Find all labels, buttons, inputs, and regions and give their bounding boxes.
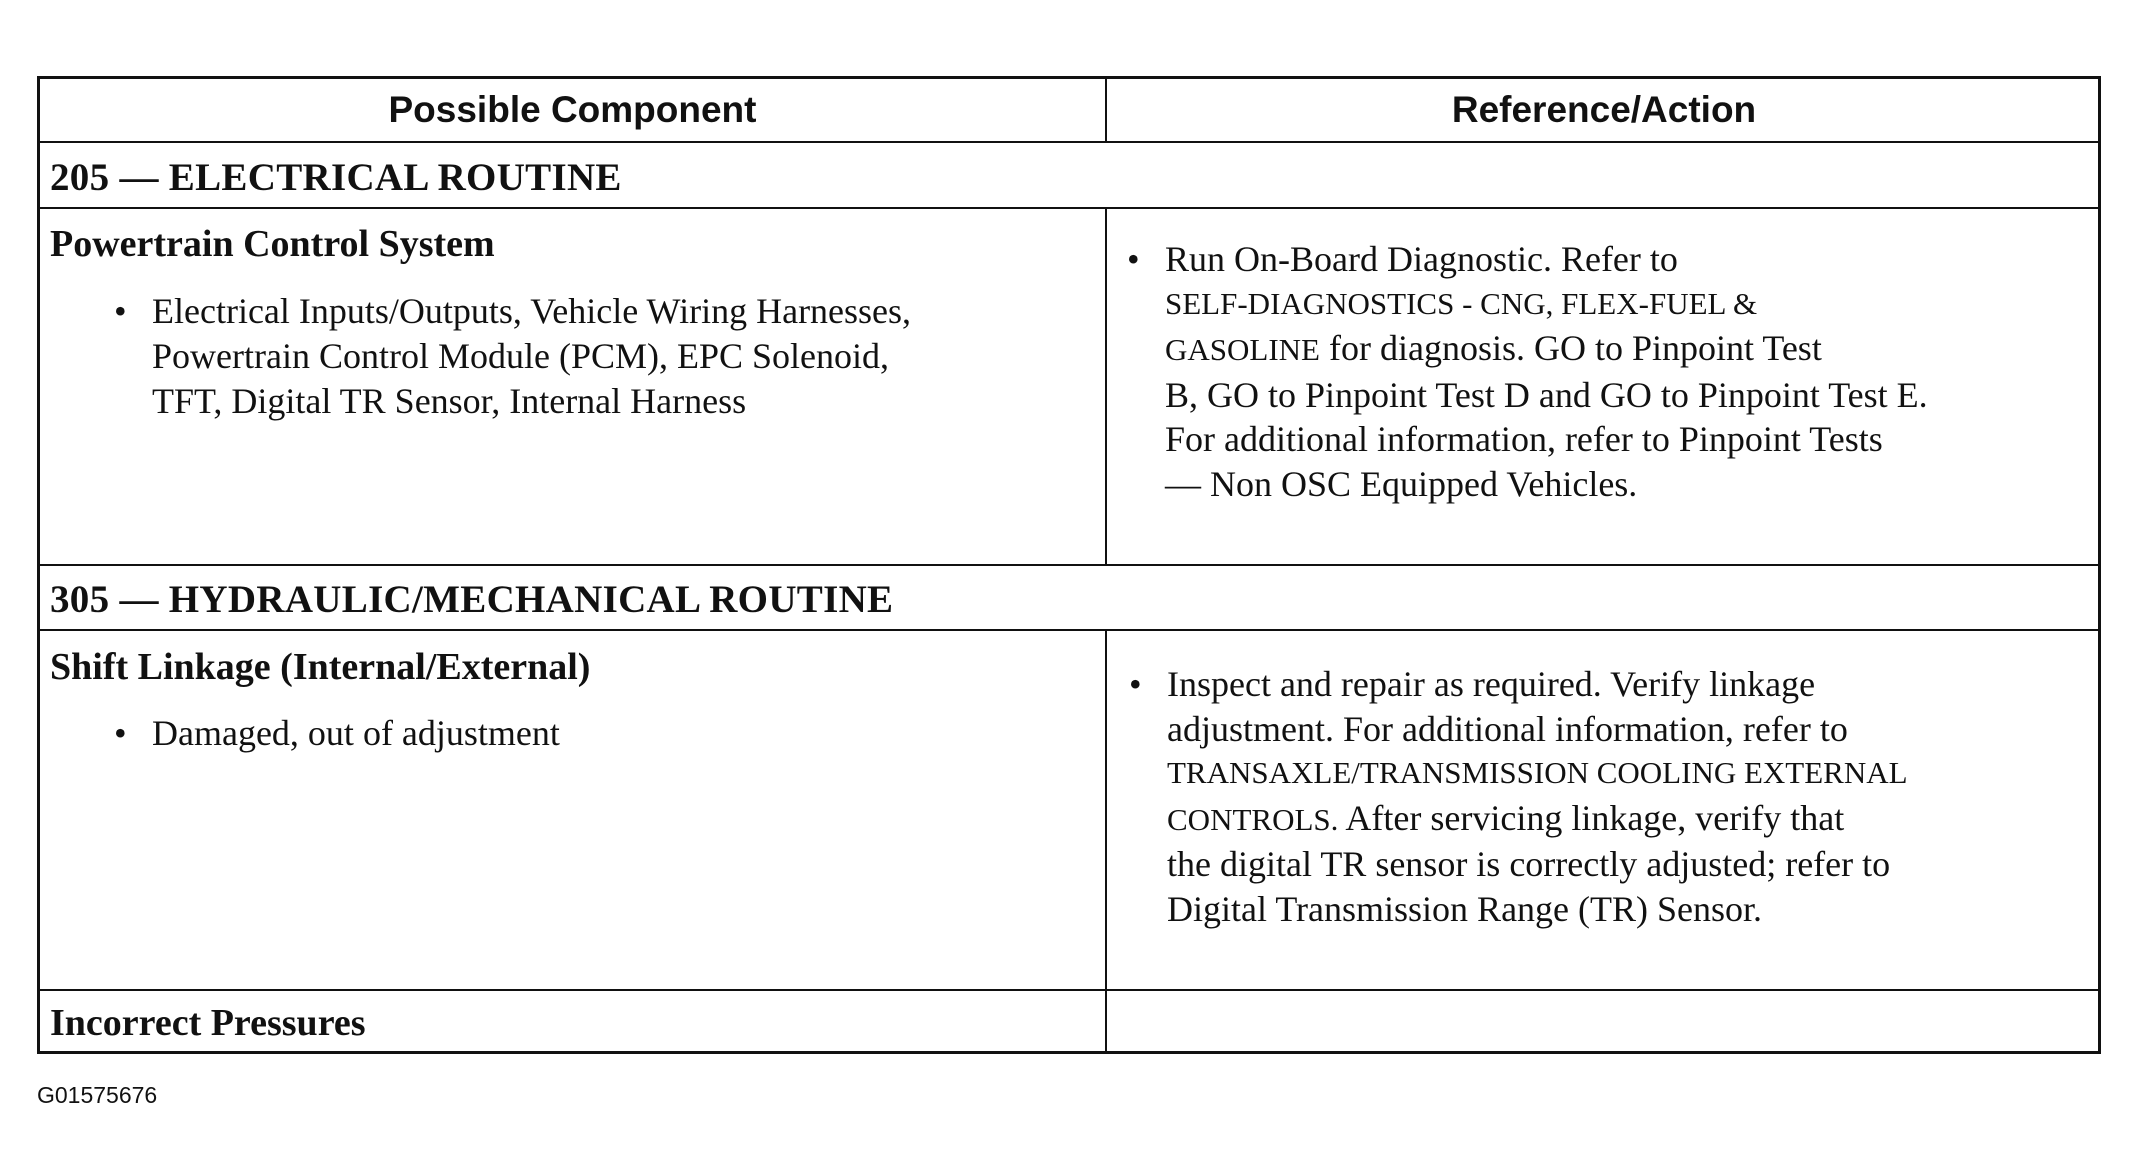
section-1-bottom-rule [40,564,2098,566]
action-line: adjustment. For additional information, refer to [1167,708,1848,749]
section-2-bottom-rule [40,989,2098,991]
action-line [1165,326,1928,373]
action-line: Run On-Board Diagnostic. Refer to [1165,239,1678,279]
component-title-shift-linkage: Shift Linkage (Internal/External) [50,646,591,688]
action-reference-term: CONTROLS. [1167,801,1339,837]
action-line: the digital TR sensor is correctly adjusted; refer to [1167,844,1891,884]
header-reference-label: Reference/Action [1451,89,1757,130]
action-bullet-hydraulic [1129,662,1908,931]
header-rule [40,141,2098,143]
section-2-title-rule [40,629,2098,631]
bullet-icon: • [114,713,127,753]
action-line: For additional information, refer to Pinpoint Tests [1165,419,1883,459]
action-line-reference: SELF-DIAGNOSTICS - CNG, FLEX-FUEL & [1165,285,1758,321]
action-line-reference: TRANSAXLE/TRANSMISSION COOLING EXTERNAL [1167,755,1908,790]
column-divider-electrical [1105,209,1107,566]
section-1-title-rule [40,207,2098,209]
action-line: B, GO to Pinpoint Test D and GO to Pinpoint Test E. [1165,374,1928,415]
action-line-rest: for diagnosis. GO to Pinpoint Test [1320,328,1822,368]
action-line [1167,796,1908,843]
component-title-powertrain: Powertrain Control System [50,223,495,265]
section-title-hydraulic: 305 — HYDRAULIC/MECHANICAL ROUTINE [50,578,894,621]
component-line: Electrical Inputs/Outputs, Vehicle Wiring Harnesses, [152,291,912,331]
header-component-label: Possible Component [388,89,757,130]
action-line: Inspect and repair as required. Verify linkage [1167,664,1816,704]
bullet-icon: • [1129,664,1142,704]
action-line-rest: After servicing linkage, verify that [1338,797,1845,838]
header-reference-action [1107,79,2101,141]
component-bullet-powertrain [114,289,912,424]
diagnostic-table [37,76,2101,1054]
header-possible-component [40,79,1105,141]
figure-code: G01575676 [37,1082,158,1108]
bullet-icon: • [114,291,127,331]
action-bullet-electrical [1127,237,1928,506]
action-reference-term: GASOLINE [1165,332,1320,367]
component-line: Damaged, out of adjustment [152,713,560,753]
component-title-incorrect-pressures: Incorrect Pressures [50,1002,366,1044]
bullet-icon: • [1127,239,1140,279]
action-line: Digital Transmission Range (TR) Sensor. [1167,888,1763,929]
component-bullet-shift-linkage [114,711,560,756]
section-title-electrical: 205 — ELECTRICAL ROUTINE [50,156,622,199]
action-line: — Non OSC Equipped Vehicles. [1165,463,1638,504]
component-line: Powertrain Control Module (PCM), EPC Solenoid, [152,336,889,376]
component-line: TFT, Digital TR Sensor, Internal Harness [152,381,747,421]
